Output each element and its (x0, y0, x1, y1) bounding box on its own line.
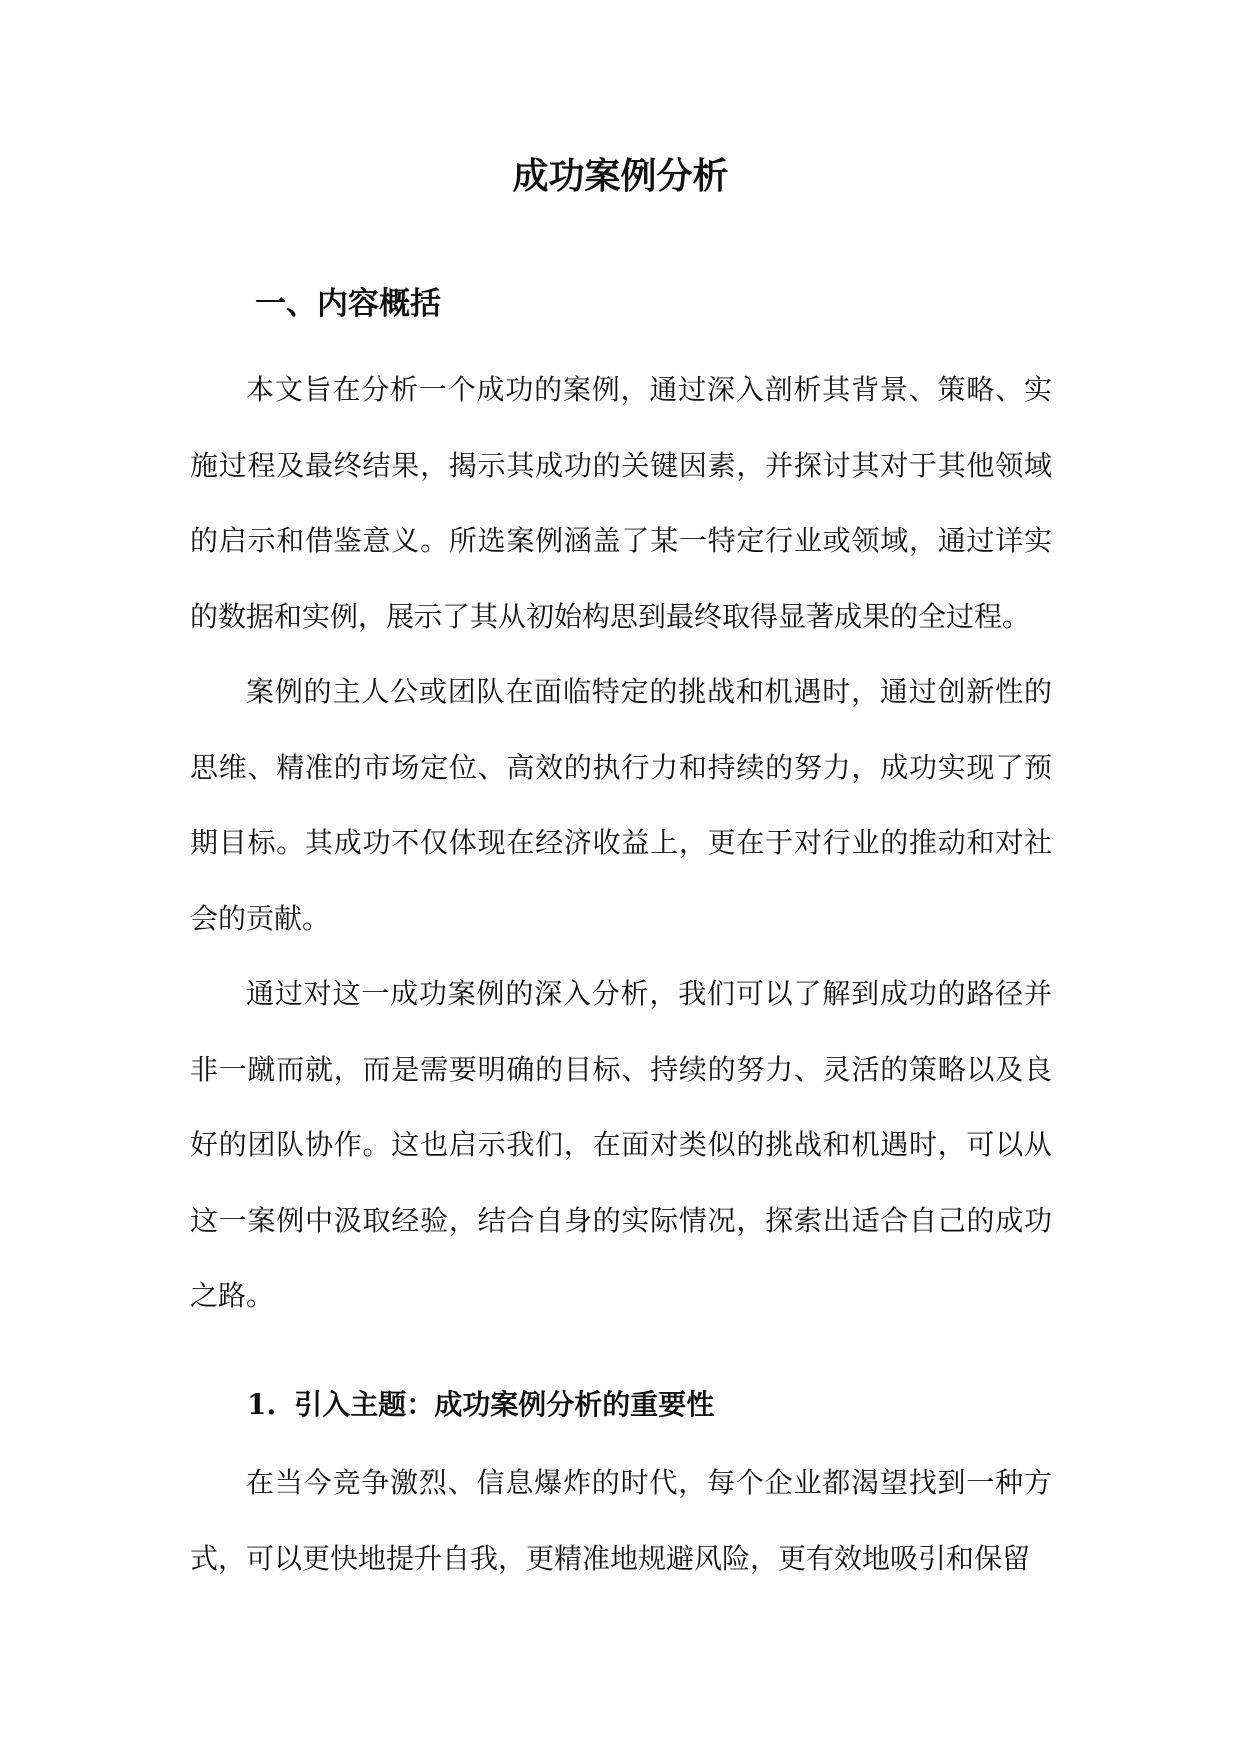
paragraph: 本文旨在分析一个成功的案例，通过深入剖析其背景、策略、实施过程及最终结果，揭示其成功的关键因素，并探讨其对于其他领域的启示和借鉴意义。所选案例涵盖了某一特定行业或领域，通过详实的数据和实例，展示了其从初始构思到最终取得显著成果的全过程。 (190, 373, 1052, 633)
document-title: 成功案例分析 (512, 155, 729, 197)
paragraph: 通过对这一成功案例的深入分析，我们可以了解到成功的路径并非一蹴而就，而是需要明确的目标、持续的努力、灵活的策略以及良好的团队协作。这也启示我们，在面对类似的挑战和机遇时，可以从这一案例中汲取经验，结合自身的实际情况，探索出适合自己的成功之路。 (190, 977, 1052, 1313)
paragraph: 在当今竞争激烈、信息爆炸的时代，每个企业都渴望找到一种方式，可以更快地提升自我，更精准地规避风险，更有效地吸引和保留 (190, 1466, 1052, 1575)
paragraph: 案例的主人公或团队在面临特定的挑战和机遇时，通过创新性的思维、精准的市场定位、高效的执行力和持续的努力，成功实现了预期目标。其成功不仅体现在经济收益上，更在于对行业的推动和对社会的贡献。 (190, 675, 1052, 935)
subsection-number: 1. (247, 1388, 277, 1421)
subsection-title: 引入主题：成功案例分析的重要性 (294, 1388, 715, 1421)
subsection-heading (247, 1385, 714, 1425)
section-heading: 一、内容概括 (255, 286, 441, 322)
